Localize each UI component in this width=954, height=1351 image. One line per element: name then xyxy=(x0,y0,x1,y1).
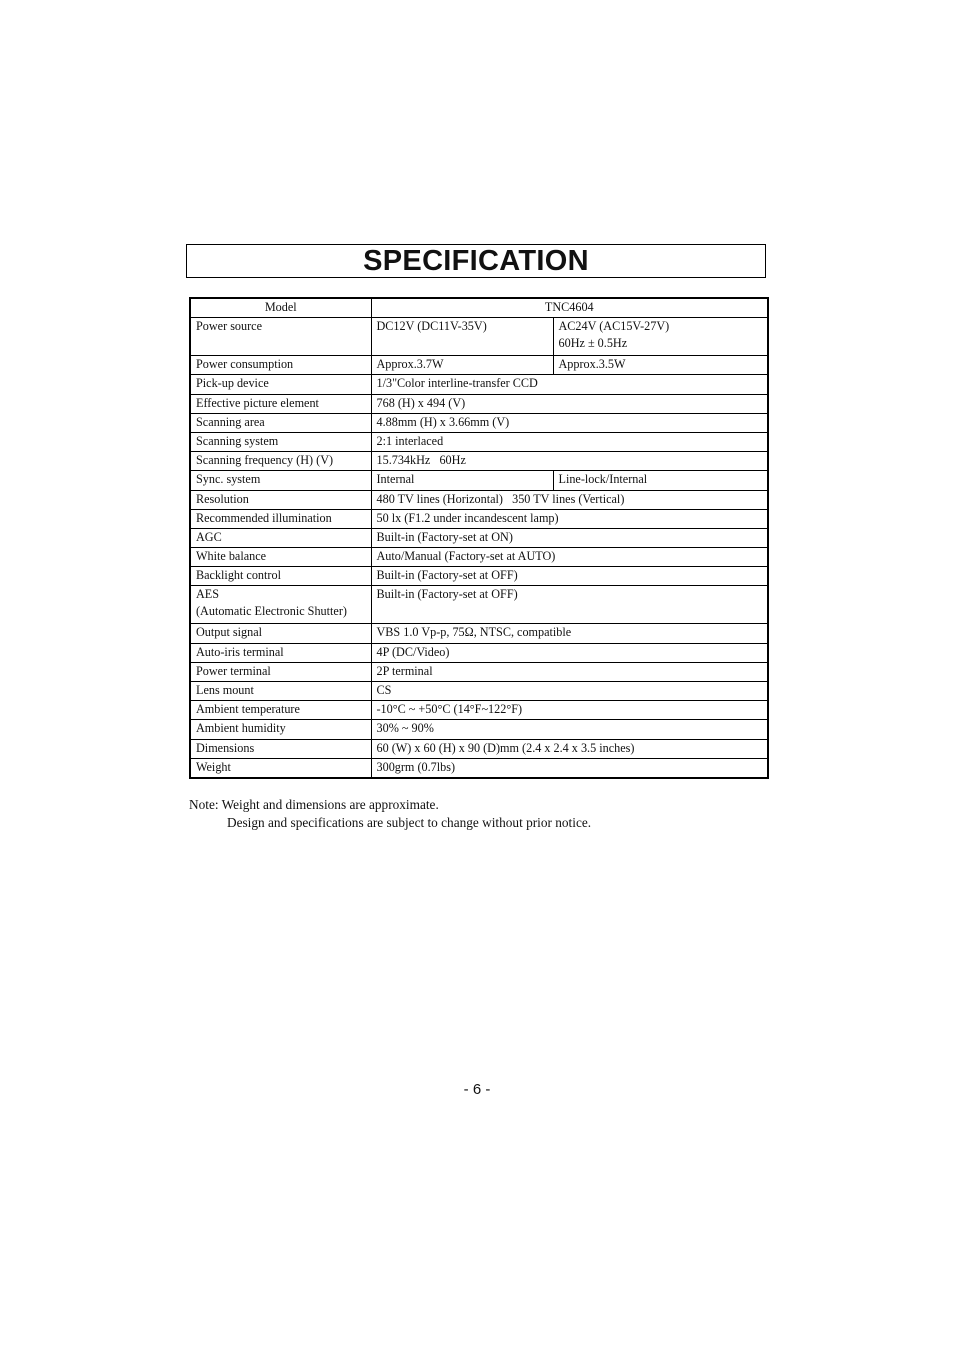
aes-label xyxy=(190,586,371,624)
row-value: 2:1 interlaced xyxy=(371,432,768,451)
row-label: Weight xyxy=(190,758,371,778)
row-label: Pick-up device xyxy=(190,375,371,394)
table-row xyxy=(190,509,768,528)
row-label: Power terminal xyxy=(190,662,371,681)
row-value: 480 TV lines (Horizontal) 350 TV lines (Vertical) xyxy=(371,490,768,509)
row-label: Resolution xyxy=(190,490,371,509)
row-label: Backlight control xyxy=(190,567,371,586)
row-label: White balance xyxy=(190,548,371,567)
row-value: 30% ~ 90% xyxy=(371,720,768,739)
row-value: 50 lx (F1.2 under incandescent lamp) xyxy=(371,509,768,528)
table-row xyxy=(190,739,768,758)
power-source-label: Power source xyxy=(190,318,371,356)
power-source-ac-line2: 60Hz ± 0.5Hz xyxy=(558,336,628,351)
page-number: - 6 - xyxy=(463,1081,491,1098)
row-value: 300grm (0.7lbs) xyxy=(371,758,768,778)
table-row xyxy=(190,643,768,662)
row-value: -10°C ~ +50°C (14°F~122°F) xyxy=(371,701,768,720)
row-label: Recommended illumination xyxy=(190,509,371,528)
table-row xyxy=(190,567,768,586)
table-row xyxy=(190,624,768,643)
table-row-power-source xyxy=(190,318,768,356)
row-value: Built-in (Factory-set at ON) xyxy=(371,528,768,547)
row-label: Dimensions xyxy=(190,739,371,758)
table-row xyxy=(190,720,768,739)
table-row xyxy=(190,548,768,567)
model-value: TNC4604 xyxy=(371,298,768,318)
power-consumption-ac: Approx.3.5W xyxy=(553,356,768,375)
aes-value: Built-in (Factory-set at OFF) xyxy=(371,586,768,624)
row-label: AGC xyxy=(190,528,371,547)
title-box xyxy=(186,244,766,278)
row-label: Output signal xyxy=(190,624,371,643)
table-row-sync-system xyxy=(190,471,768,490)
power-consumption-dc: Approx.3.7W xyxy=(371,356,553,375)
table-row xyxy=(190,413,768,432)
table-row xyxy=(190,432,768,451)
model-label: Model xyxy=(190,298,371,318)
row-value: 4.88mm (H) x 3.66mm (V) xyxy=(371,413,768,432)
table-row xyxy=(190,394,768,413)
table-row xyxy=(190,758,768,778)
row-label: Scanning area xyxy=(190,413,371,432)
table-row xyxy=(190,662,768,681)
row-label: Ambient humidity xyxy=(190,720,371,739)
table-row xyxy=(190,682,768,701)
row-value: CS xyxy=(371,682,768,701)
note-line1: Note: Weight and dimensions are approximate. xyxy=(189,797,439,812)
row-label: Auto-iris terminal xyxy=(190,643,371,662)
table-row-model xyxy=(190,298,768,318)
row-label: Ambient temperature xyxy=(190,701,371,720)
power-source-dc: DC12V (DC11V-35V) xyxy=(371,318,553,356)
page-title: SPECIFICATION xyxy=(363,244,589,277)
note xyxy=(189,796,591,832)
power-source-ac xyxy=(553,318,768,356)
spec-table xyxy=(189,297,769,779)
row-value: 15.734kHz 60Hz xyxy=(371,452,768,471)
row-value: 4P (DC/Video) xyxy=(371,643,768,662)
table-row xyxy=(190,490,768,509)
aes-label-line1: AES xyxy=(196,587,220,602)
row-label: Effective picture element xyxy=(190,394,371,413)
sync-dc: Internal xyxy=(371,471,553,490)
table-row xyxy=(190,375,768,394)
row-label: Scanning system xyxy=(190,432,371,451)
row-value: 2P terminal xyxy=(371,662,768,681)
table-row xyxy=(190,452,768,471)
row-value: VBS 1.0 Vp-p, 75Ω, NTSC, compatible xyxy=(371,624,768,643)
row-label: Lens mount xyxy=(190,682,371,701)
row-value: 60 (W) x 60 (H) x 90 (D)mm (2.4 x 2.4 x 3.5 inches) xyxy=(371,739,768,758)
row-value: 768 (H) x 494 (V) xyxy=(371,394,768,413)
table-row-aes xyxy=(190,586,768,624)
row-value: Auto/Manual (Factory-set at AUTO) xyxy=(371,548,768,567)
row-value: 1/3"Color interline-transfer CCD xyxy=(371,375,768,394)
sync-label: Sync. system xyxy=(190,471,371,490)
power-consumption-label: Power consumption xyxy=(190,356,371,375)
power-source-ac-line1: AC24V (AC15V-27V) xyxy=(558,319,670,334)
sync-ac: Line-lock/Internal xyxy=(553,471,768,490)
note-line2: Design and specifications are subject to change without prior notice. xyxy=(227,815,592,830)
table-row-power-consumption xyxy=(190,356,768,375)
aes-label-line2: (Automatic Electronic Shutter) xyxy=(196,604,347,619)
row-label: Scanning frequency (H) (V) xyxy=(190,452,371,471)
table-row xyxy=(190,701,768,720)
row-value: Built-in (Factory-set at OFF) xyxy=(371,567,768,586)
table-row xyxy=(190,528,768,547)
